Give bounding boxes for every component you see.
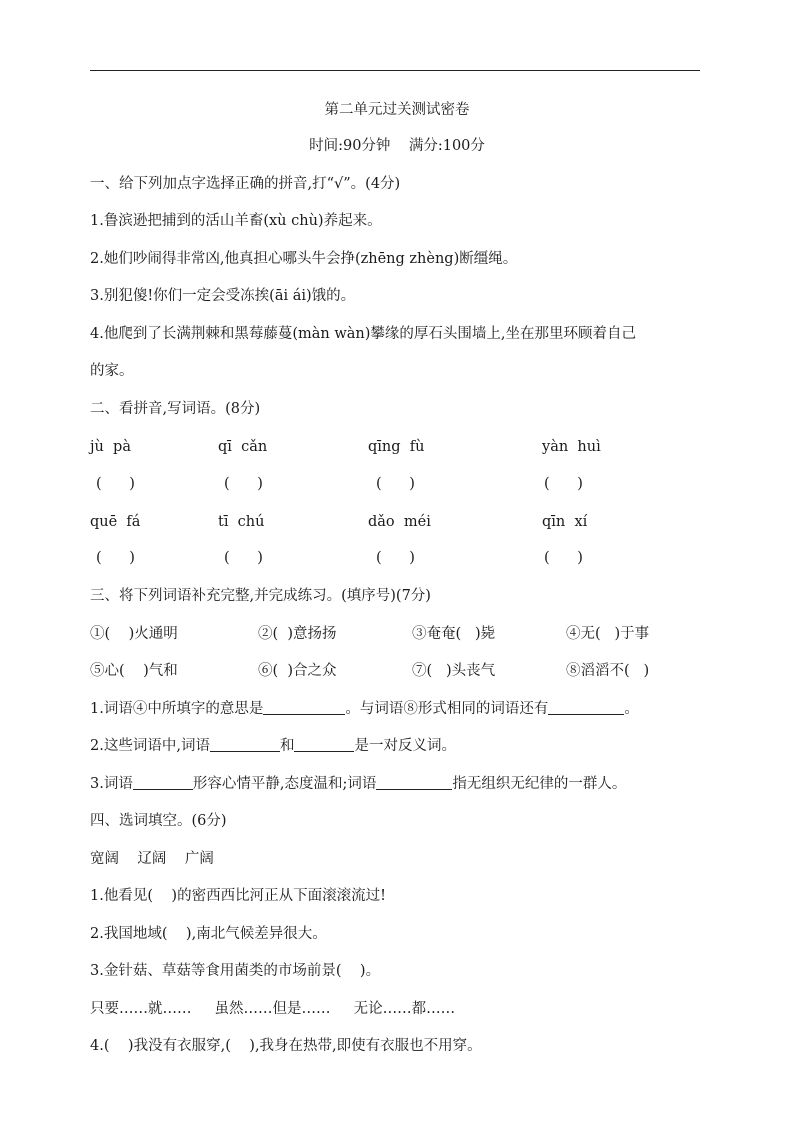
header-rule — [90, 70, 700, 71]
answer-parentheses: ( ) — [544, 550, 583, 566]
answer-blank[interactable] — [133, 775, 193, 790]
pinyin-item: qīn xí — [542, 514, 588, 530]
pinyin-item: quē fá — [90, 514, 141, 530]
pinyin-item: jù pà — [90, 439, 131, 455]
question-text: 形容心情平静,态度温和;词语 — [192, 776, 377, 792]
answer-parentheses: ( ) — [544, 476, 583, 492]
answer-parentheses: ( ) — [376, 476, 415, 492]
section1-question-4-line2: 的家。 — [90, 363, 134, 379]
pinyin-item: dǎo méi — [368, 514, 431, 530]
answer-blank[interactable] — [548, 700, 624, 715]
question-text: 和 — [279, 738, 295, 754]
question-text: 。 — [624, 701, 639, 717]
answer-parentheses: ( ) — [376, 550, 415, 566]
section4-question-1: 1.他看见( )的密西西比河正从下面滚滚流过! — [90, 888, 386, 904]
section3-question-1 — [90, 699, 639, 719]
question-text: 1.词语④中所填字的意思是 — [90, 701, 264, 717]
question-text: 。与词语⑧形式相同的词语还有 — [345, 701, 549, 717]
question-text: 2.这些词语中,词语 — [90, 738, 210, 754]
answer-blank[interactable] — [210, 737, 280, 752]
section4-question-2: 2.我国地域( ),南北气候差异很大。 — [90, 926, 327, 942]
section1-question-1: 1.鲁滨逊把捕到的活山羊畜(xù chù)养起来。 — [90, 213, 382, 229]
idiom-item: ⑦( )头丧气 — [412, 663, 496, 679]
question-text: 指无组织无纪律的一群人。 — [452, 776, 627, 792]
word-bank-1: 宽阔 辽阔 广阔 — [90, 851, 214, 867]
section4-heading: 四、选词填空。(6分) — [90, 813, 227, 829]
answer-parentheses: ( ) — [96, 476, 135, 492]
section1-question-3: 3.别犯傻!你们一定会受冻挨(āi ái)饿的。 — [90, 288, 356, 304]
section3-question-3 — [90, 774, 626, 794]
idiom-item: ⑧滔滔不( ) — [566, 663, 650, 679]
idiom-item: ①( )火通明 — [90, 626, 178, 642]
section3-heading: 三、将下列词语补充完整,并完成练习。(填序号)(7分) — [90, 588, 431, 604]
idiom-item: ⑥( )合之众 — [258, 663, 337, 679]
pinyin-item: yàn huì — [542, 439, 601, 455]
answer-blank[interactable] — [263, 700, 345, 715]
pinyin-item: qī cǎn — [218, 439, 268, 455]
section1-question-4-line1: 4.他爬到了长满荆棘和黑莓藤蔓(màn wàn)攀缘的厚石头围墙上,坐在那里环顾着自己 — [90, 326, 636, 342]
question-text: 是一对反义词。 — [354, 738, 456, 754]
answer-blank[interactable] — [376, 775, 452, 790]
time-and-score: 时间:90分钟 满分:100分 — [309, 138, 485, 154]
pinyin-item: qīng fù — [368, 439, 425, 455]
idiom-item: ⑤心( )气和 — [90, 663, 178, 679]
answer-blank[interactable] — [294, 737, 354, 752]
answer-parentheses: ( ) — [96, 550, 135, 566]
section4-question-4: 4.( )我没有衣服穿,( ),我身在热带,即使有衣服也不用穿。 — [90, 1038, 482, 1054]
word-bank-2: 只要……就…… 虽然……但是…… 无论……都…… — [90, 1001, 456, 1017]
page-title: 第二单元过关测试密卷 — [324, 102, 470, 118]
answer-parentheses: ( ) — [224, 550, 263, 566]
section3-question-2 — [90, 736, 456, 756]
idiom-item: ④无( )于事 — [566, 626, 650, 642]
section1-heading: 一、给下列加点字选择正确的拼音,打“√”。(4分) — [90, 176, 401, 192]
question-text: 3.词语 — [90, 776, 133, 792]
section2-heading: 二、看拼音,写词语。(8分) — [90, 401, 261, 417]
section1-question-2: 2.她们吵闹得非常凶,他真担心哪头牛会挣(zhēng zhèng)断缰绳。 — [90, 251, 518, 267]
idiom-item: ②( )意扬扬 — [258, 626, 337, 642]
pinyin-item: tī chú — [218, 514, 265, 530]
section4-question-3: 3.金针菇、草菇等食用菌类的市场前景( )。 — [90, 963, 381, 979]
idiom-item: ③奄奄( )毙 — [412, 626, 496, 642]
answer-parentheses: ( ) — [224, 476, 263, 492]
